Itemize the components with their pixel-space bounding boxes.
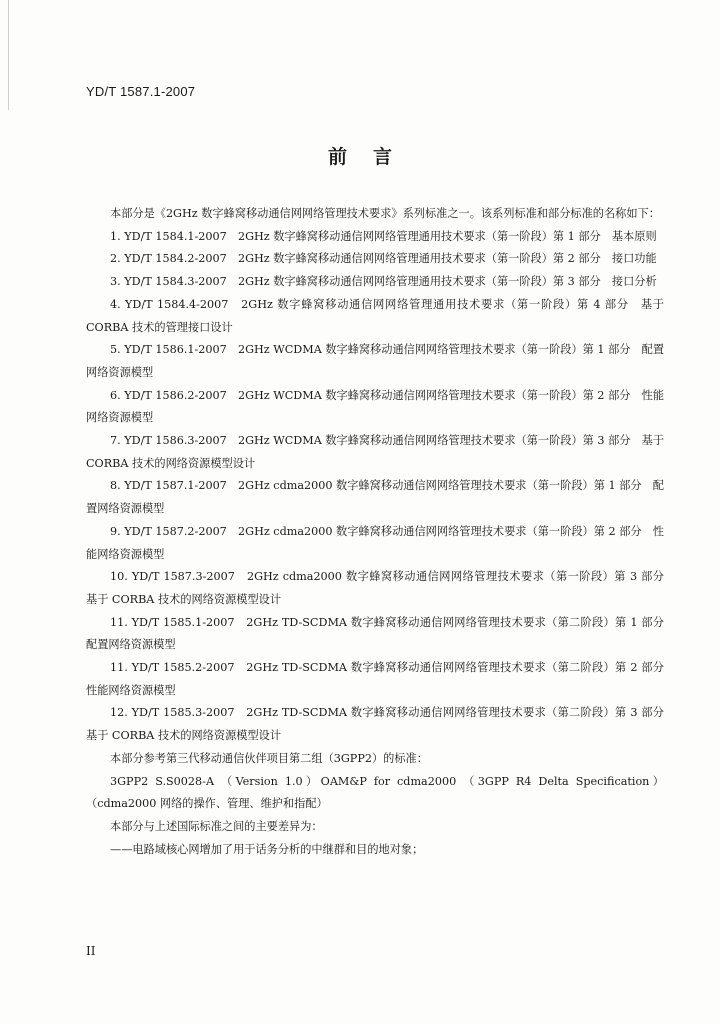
difference-item: ——电路域核心网增加了用于话务分析的中继群和目的地对象； xyxy=(110,842,424,856)
list-item: 9. YD/T 1587.2-2007 2GHz cdma2000 数字蜂窝移动通信网网络管理技术要求（第一阶段）第 2 部分 性能网络资源模型 xyxy=(86,524,664,561)
document-body xyxy=(86,203,676,861)
reference-standard: 3GPP2 S.S0028-A （Version 1.0）OAM&P for cdma2000 （3GPP R4 Delta Specification）（cdma2000 网络的操作、管理、维护和指配） xyxy=(86,774,664,811)
list-item: 4. YD/T 1584.4-2007 2GHz 数字蜂窝移动通信网网络管理通用技术要求（第一阶段）第 4 部分 基于 CORBA 技术的管理接口设计 xyxy=(86,297,664,334)
list-item: 6. YD/T 1586.2-2007 2GHz WCDMA 数字蜂窝移动通信网网络管理技术要求（第一阶段）第 2 部分 性能网络资源模型 xyxy=(86,388,665,425)
list-item: 1. YD/T 1584.1-2007 2GHz 数字蜂窝移动通信网网络管理通用技术要求（第一阶段）第 1 部分 基本原则 xyxy=(110,229,657,243)
list-item: 11. YD/T 1585.2-2007 2GHz TD-SCDMA 数字蜂窝移动通信网网络管理技术要求（第二阶段）第 2 部分 性能网络资源模型 xyxy=(86,661,676,697)
list-item: 2. YD/T 1584.2-2007 2GHz 数字蜂窝移动通信网网络管理通用技术要求（第一阶段）第 2 部分 接口功能 xyxy=(110,252,657,266)
intro-paragraph: 本部分是《2GHz 数字蜂窝移动通信网网络管理技术要求》系列标准之一。该系列标准和部分标准的名称如下： xyxy=(110,207,660,220)
reference-paragraph: 本部分参考第三代移动通信伙伴项目第二组（3GPP2）的标准： xyxy=(110,751,428,765)
page-number: II xyxy=(86,944,96,958)
page-title: 前言 xyxy=(327,146,418,168)
document-code: YD/T 1587.1-2007 xyxy=(86,84,196,99)
list-item: 8. YD/T 1587.1-2007 2GHz cdma2000 数字蜂窝移动通信网网络管理技术要求（第一阶段）第 1 部分 配置网络资源模型 xyxy=(86,479,664,516)
binding-edge-line xyxy=(8,0,9,110)
list-item: 7. YD/T 1586.3-2007 2GHz WCDMA 数字蜂窝移动通信网网络管理技术要求（第一阶段）第 3 部分 基于 CORBA 技术的网络资源模型设计 xyxy=(86,434,665,470)
list-item: 3. YD/T 1584.3-2007 2GHz 数字蜂窝移动通信网网络管理通用技术要求（第一阶段）第 3 部分 接口分析 xyxy=(110,275,657,289)
list-item: 11. YD/T 1585.1-2007 2GHz TD-SCDMA 数字蜂窝移动通信网网络管理技术要求（第二阶段）第 1 部分 配置网络资源模型 xyxy=(86,615,676,652)
list-item: 12. YD/T 1585.3-2007 2GHz TD-SCDMA 数字蜂窝移动通信网网络管理技术要求（第二阶段）第 3 部分 基于 CORBA 技术的网络资源模型设计 xyxy=(86,706,676,743)
list-item: 5. YD/T 1586.1-2007 2GHz WCDMA 数字蜂窝移动通信网网络管理技术要求（第一阶段）第 1 部分 配置网络资源模型 xyxy=(86,343,665,379)
list-item: 10. YD/T 1587.3-2007 2GHz cdma2000 数字蜂窝移动通信网网络管理技术要求（第一阶段）第 3 部分 基于 CORBA 技术的网络资源模型设计 xyxy=(86,570,676,606)
differences-paragraph: 本部分与上述国际标准之间的主要差异为： xyxy=(110,819,323,833)
